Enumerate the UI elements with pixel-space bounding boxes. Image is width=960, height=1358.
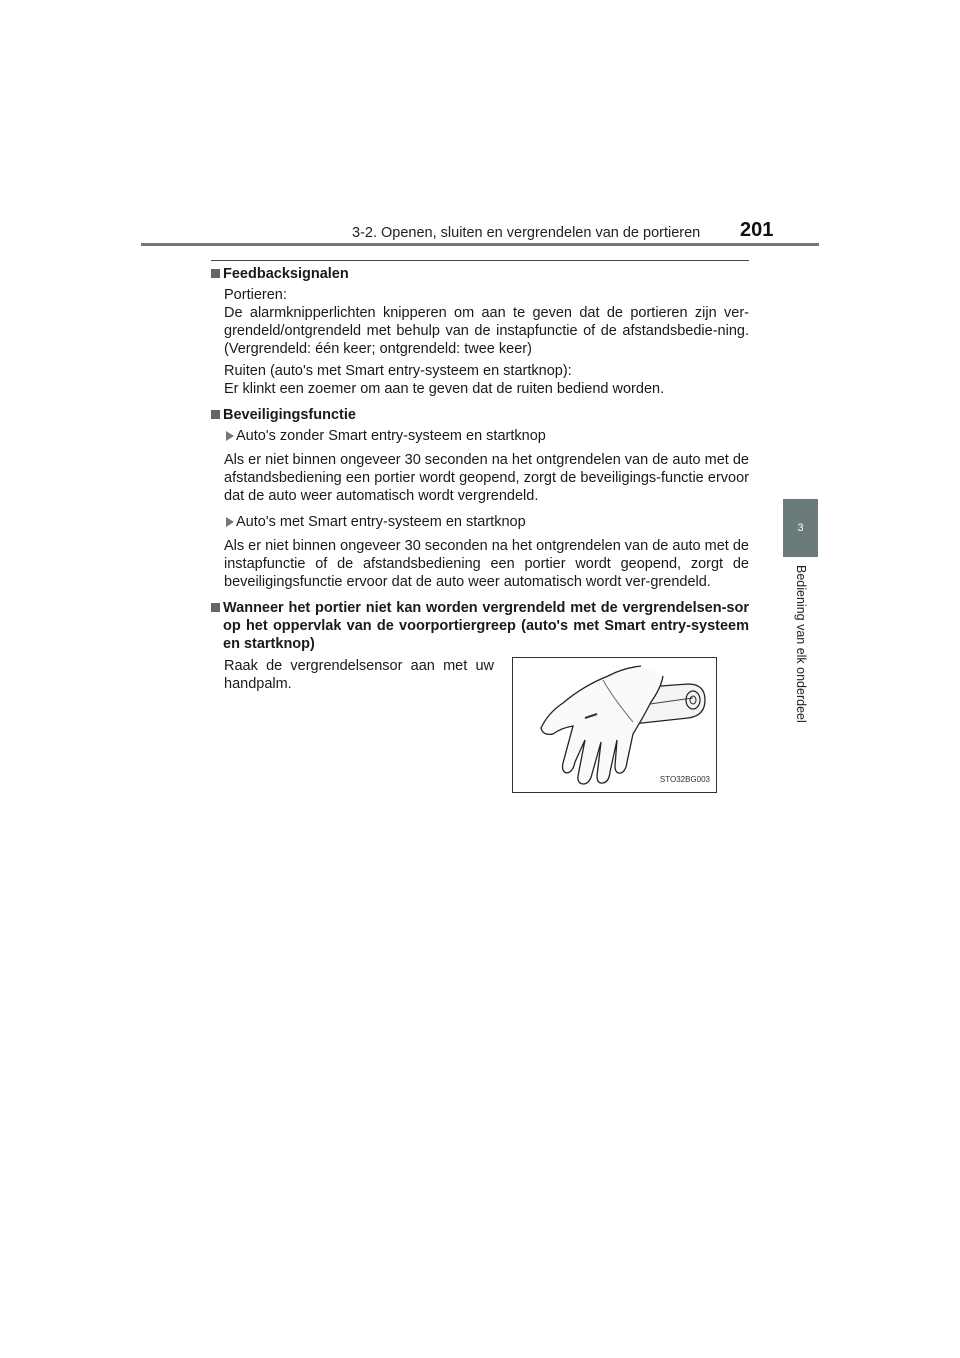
content-rule bbox=[211, 260, 749, 261]
square-bullet-icon bbox=[211, 410, 220, 419]
security-text-2: Als er niet binnen ongeveer 30 seconden na het ontgrendelen van de auto met de instapfunctie of de afstandsbediening een portier wordt geopend, zorgt de beveiligingsfunctie ervoor dat de auto weer automatisch wordt ver-grendeld. bbox=[224, 538, 749, 590]
sub-heading-with-smart-entry: Auto's met Smart entry-systeem en startknop bbox=[224, 513, 749, 531]
lock-sensor-row bbox=[211, 657, 749, 793]
heading-security: Beveiligingsfunctie bbox=[211, 406, 749, 424]
page-number: 201 bbox=[740, 219, 774, 241]
square-bullet-icon bbox=[211, 603, 220, 612]
door-handle-illustration bbox=[512, 657, 717, 793]
page-content bbox=[211, 265, 749, 793]
triangle-bullet-icon bbox=[226, 517, 234, 527]
heading-feedback: Feedbacksignalen bbox=[211, 265, 749, 283]
heading-lock-sensor: Wanneer het portier niet kan worden vergrendeld met de vergrendelsen-sor op het oppervlak van de voorportiergreep (auto's met Smart entry-systeem en startknop) bbox=[211, 599, 749, 653]
figure-code: STO32BG003 bbox=[659, 775, 710, 784]
section-title: 3-2. Openen, sluiten en vergrendelen van de portieren bbox=[352, 225, 701, 241]
chapter-label: Bediening van elk onderdeel bbox=[794, 565, 808, 723]
triangle-bullet-icon bbox=[226, 431, 234, 441]
square-bullet-icon bbox=[211, 269, 220, 278]
header-rule bbox=[141, 243, 819, 246]
security-text-1: Als er niet binnen ongeveer 30 seconden na het ontgrendelen van de auto met de afstandsbediening een portier wordt geopend, zorgt de beveiligings-functie ervoor dat de auto weer automatisch wordt vergrendeld. bbox=[224, 452, 749, 504]
chapter-tab bbox=[783, 499, 818, 557]
sub-heading-without-smart-entry: Auto's zonder Smart entry-systeem en startknop bbox=[224, 427, 749, 445]
feedback-doors-text: Portieren: De alarmknipperlichten knipperen om aan te geven dat de portieren zijn ver-grendeld/ontgrendeld met behulp van de instapfunctie of de afstandsbedie-ning. (Vergrendeld: één keer; ontgrendeld: twee keer) bbox=[224, 287, 749, 357]
chapter-number: 3 bbox=[797, 522, 804, 534]
lock-sensor-text: Raak de vergrendelsensor aan met uw handpalm. bbox=[224, 658, 494, 692]
feedback-windows-text: Ruiten (auto's met Smart entry-systeem en startknop): Er klinkt een zoemer om aan te geven dat de ruiten bediend worden. bbox=[224, 363, 665, 397]
